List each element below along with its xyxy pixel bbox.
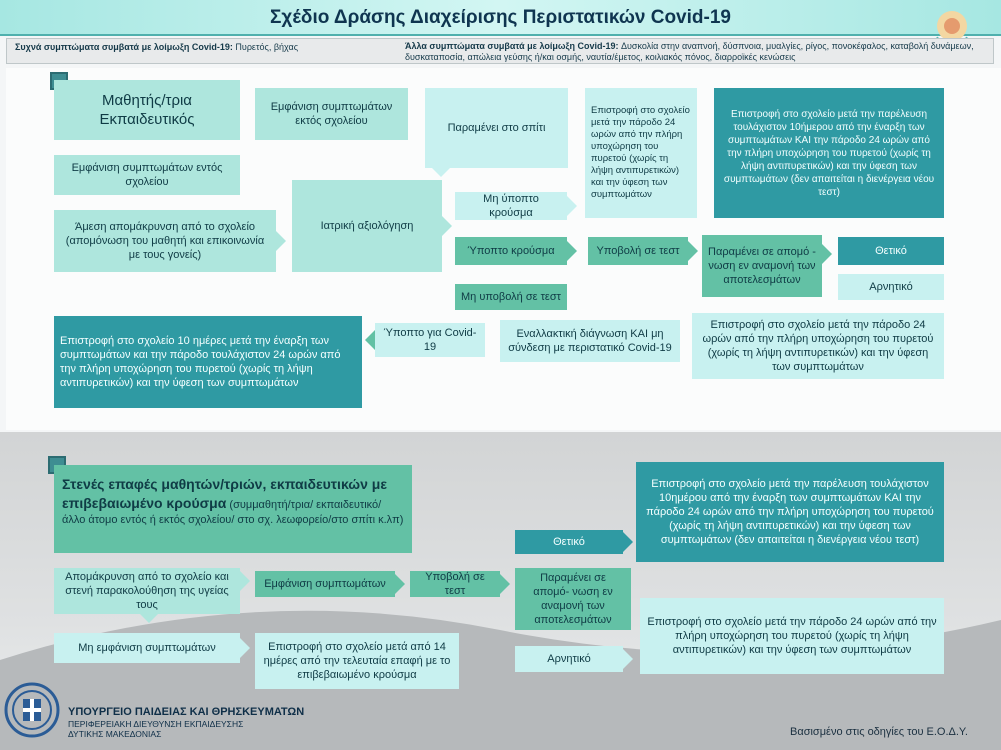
no-symptoms: Μη εμφάνιση συμπτωμάτων — [54, 633, 240, 663]
no-symptoms-pointer — [240, 638, 250, 658]
common-symptoms-label: Συχνά συμπτώματα συμβατά με λοίμωξη Covid-19: — [15, 42, 233, 52]
upper-negative: Αρνητικό — [838, 274, 944, 300]
common-symptoms — [15, 42, 298, 53]
other-symptoms-label: Άλλα συμπτώματα συμβατά με λοίμωξη Covid-19: — [405, 41, 619, 51]
ministry-emblem-icon — [4, 682, 60, 738]
alternative-diagnosis: Εναλλακτική διάγνωση ΚΑΙ μη σύνδεση με περιστατικό Covid-19 — [500, 320, 680, 362]
awaiting-pointer — [822, 244, 832, 264]
based-on-eody: Βασισμένο στις οδηγίες του Ε.Ο.Δ.Υ. — [790, 726, 968, 738]
lower-stays-awaiting: Παραμένει σε απομό- νωση εν αναμονή των αποτελεσμάτων — [515, 568, 631, 630]
immediate-removal: Άμεση απομάκρυνση από το σχολείο (απομόνωση του μαθητή και επικοινωνία με τους γονείς) — [54, 210, 276, 272]
suspect-case: Ύποπτο κρούσμα — [455, 237, 567, 265]
close-contacts-header — [54, 465, 412, 553]
return-10days-left: Επιστροφή στο σχολείο 10 ημέρες μετά την έναρξη των συμπτωμάτων και την πάροδο τουλάχιστον 24 ωρών από την πλήρη υποχώρηση του πυρετού (χωρίς τη λήψη αντιπυρετικών) και την ύφεση των συμπτωμάτων — [54, 316, 362, 408]
suspect-for-covid: Ύποπτο για Covid-19 — [375, 323, 485, 357]
medical-evaluation: Ιατρική αξιολόγηση — [292, 180, 442, 272]
return-24h-right: Επιστροφή στο σχολείο μετά την πάροδο 24 ωρών από την πλήρη υποχώρηση του πυρετού (χωρίς τη λήψη αντιπυρετικών) και την ύφεση των συμπτωμάτων — [692, 313, 944, 379]
symptoms-bar — [6, 38, 994, 64]
upper-stays-awaiting: Παραμένει σε απομό - νωση εν αναμονή των αποτελεσμάτων — [702, 235, 822, 297]
positive-pointer — [623, 532, 633, 552]
upper-positive: Θετικό — [838, 237, 944, 265]
other-symptoms-text: Δυσκολία στην αναπνοή, δύσπνοια, μυαλγίες, ρίγος, πονοκέφαλος, καταβολή δυνάμεων, δυσκαταποσία, απώλεια γεύσης ή/και οσμής, ναυτία/έμετος, κοιλιακός πόνος, διαρροϊκές κενώσεις — [405, 41, 974, 62]
removal-monitoring-arrow — [240, 571, 250, 591]
common-symptoms-text: Πυρετός, βήχας — [232, 42, 299, 52]
suspect-covid-pointer — [365, 330, 375, 350]
negative-pointer — [623, 649, 633, 669]
page-title: Σχέδιο Δράσης Διαχείρισης Περιστατικών Covid-19 — [270, 7, 731, 28]
stays-home: Παραμένει στο σπίτι — [425, 88, 568, 168]
not-suspect-pointer — [567, 196, 577, 216]
return-14days: Επιστροφή στο σχολείο μετά από 14 ημέρες από την τελευταία επαφή με το επιβεβαιωμένο κρούσμα — [255, 633, 459, 689]
other-symptoms — [405, 41, 985, 63]
close-contacts-subtitle: (συμμαθητή/τρια/ εκπαιδευτικό/άλλο άτομο εντός ή εκτός σχολείου/ στο σχ. λεωφορείο/στο σπίτι κ.λπ) — [62, 499, 404, 526]
suspect-pointer — [567, 241, 577, 261]
lower-negative: Αρνητικό — [515, 646, 623, 672]
lower-symptoms-appear: Εμφάνιση συμπτωμάτων — [255, 571, 395, 597]
title-bar — [0, 0, 1001, 36]
lower-submit-pointer — [500, 574, 510, 594]
submit-test-pointer — [688, 241, 698, 261]
inside-school-symptoms: Εμφάνιση συμπτωμάτων εντός σχολείου — [54, 155, 240, 195]
region-line-2: ΔΥΤΙΚΗΣ ΜΑΚΕΔΟΝΙΑΣ — [68, 729, 162, 739]
student-teacher-header: Μαθητής/τρια Εκπαιδευτικός — [54, 80, 240, 140]
medical-pointer — [442, 216, 452, 236]
ministry-name: ΥΠΟΥΡΓΕΙΟ ΠΑΙΔΕΙΑΣ ΚΑΙ ΘΡΗΣΚΕΥΜΑΤΩΝ — [68, 706, 305, 718]
outside-school-symptoms: Εμφάνιση συμπτωμάτων εκτός σχολείου — [255, 88, 408, 140]
no-test: Μη υποβολή σε τεστ — [455, 284, 567, 310]
lower-submit-test: Υποβολή σε τεστ — [410, 571, 500, 597]
upper-submit-test: Υποβολή σε τεστ — [588, 237, 688, 265]
lower-positive: Θετικό — [515, 530, 623, 554]
removal-pointer — [276, 231, 286, 251]
return-10days-top: Επιστροφή στο σχολείο μετά την παρέλευση τουλάχιστον 10ήμερου από την έναρξη των συμπτωμάτων ΚΑΙ την πάροδο 24 ωρών από την πλήρη υποχώρηση του πυρετού (χωρίς τη λήψη αντιπυρετικών) και την ύφεση των συμπτωμάτων (δεν απαιτείται η διενέργεια νέου τεστ) — [714, 88, 944, 218]
symptoms-appear-pointer — [395, 574, 405, 594]
lower-return-24h: Επιστροφή στο σχολείο μετά την πάροδο 24 ωρών από την πλήρη υποχώρηση του πυρετού (χωρίς τη λήψη αντιπυρετικών) και την ύφεση των συμπτωμάτων — [640, 598, 944, 674]
stays-home-pointer — [432, 168, 450, 177]
removal-monitoring-pointer — [140, 614, 158, 623]
close-contacts-title: Στενές επαφές μαθητών/τριών, εκπαιδευτικών με επιβεβαιωμένο κρούσμα — [62, 476, 388, 511]
return-24h-small: Επιστροφή στο σχολείο μετά την πάροδο 24 ωρών από την πλήρη υποχώρηση του πυρετού (χωρίς τη λήψη αντιπυρετικών) και την ύφεση των συμπτωμάτων — [585, 88, 697, 218]
not-suspect-case: Μη ύποπτο κρούσμα — [455, 192, 567, 220]
region-line-1: ΠΕΡΙΦΕΡΕΙΑΚΗ ΔΙΕΥΘΥΝΣΗ ΕΚΠΑΙΔΕΥΣΗΣ — [68, 719, 244, 729]
removal-monitoring: Απομάκρυνση από το σχολείο και στενή παρακολούθηση της υγείας τους — [54, 568, 240, 614]
lower-return-10days: Επιστροφή στο σχολείο μετά την παρέλευση τουλάχιστον 10ημέρου από την έναρξη των συμπτωμάτων ΚΑΙ την πάροδο 24 ωρών από την πλήρη υποχώρηση του πυρετού (χωρίς τη λήψη αντιπυρετικών) και την ύφεση των συμπτωμάτων (δεν απαιτείται η διενέργεια νέου τεστ) — [636, 462, 944, 562]
